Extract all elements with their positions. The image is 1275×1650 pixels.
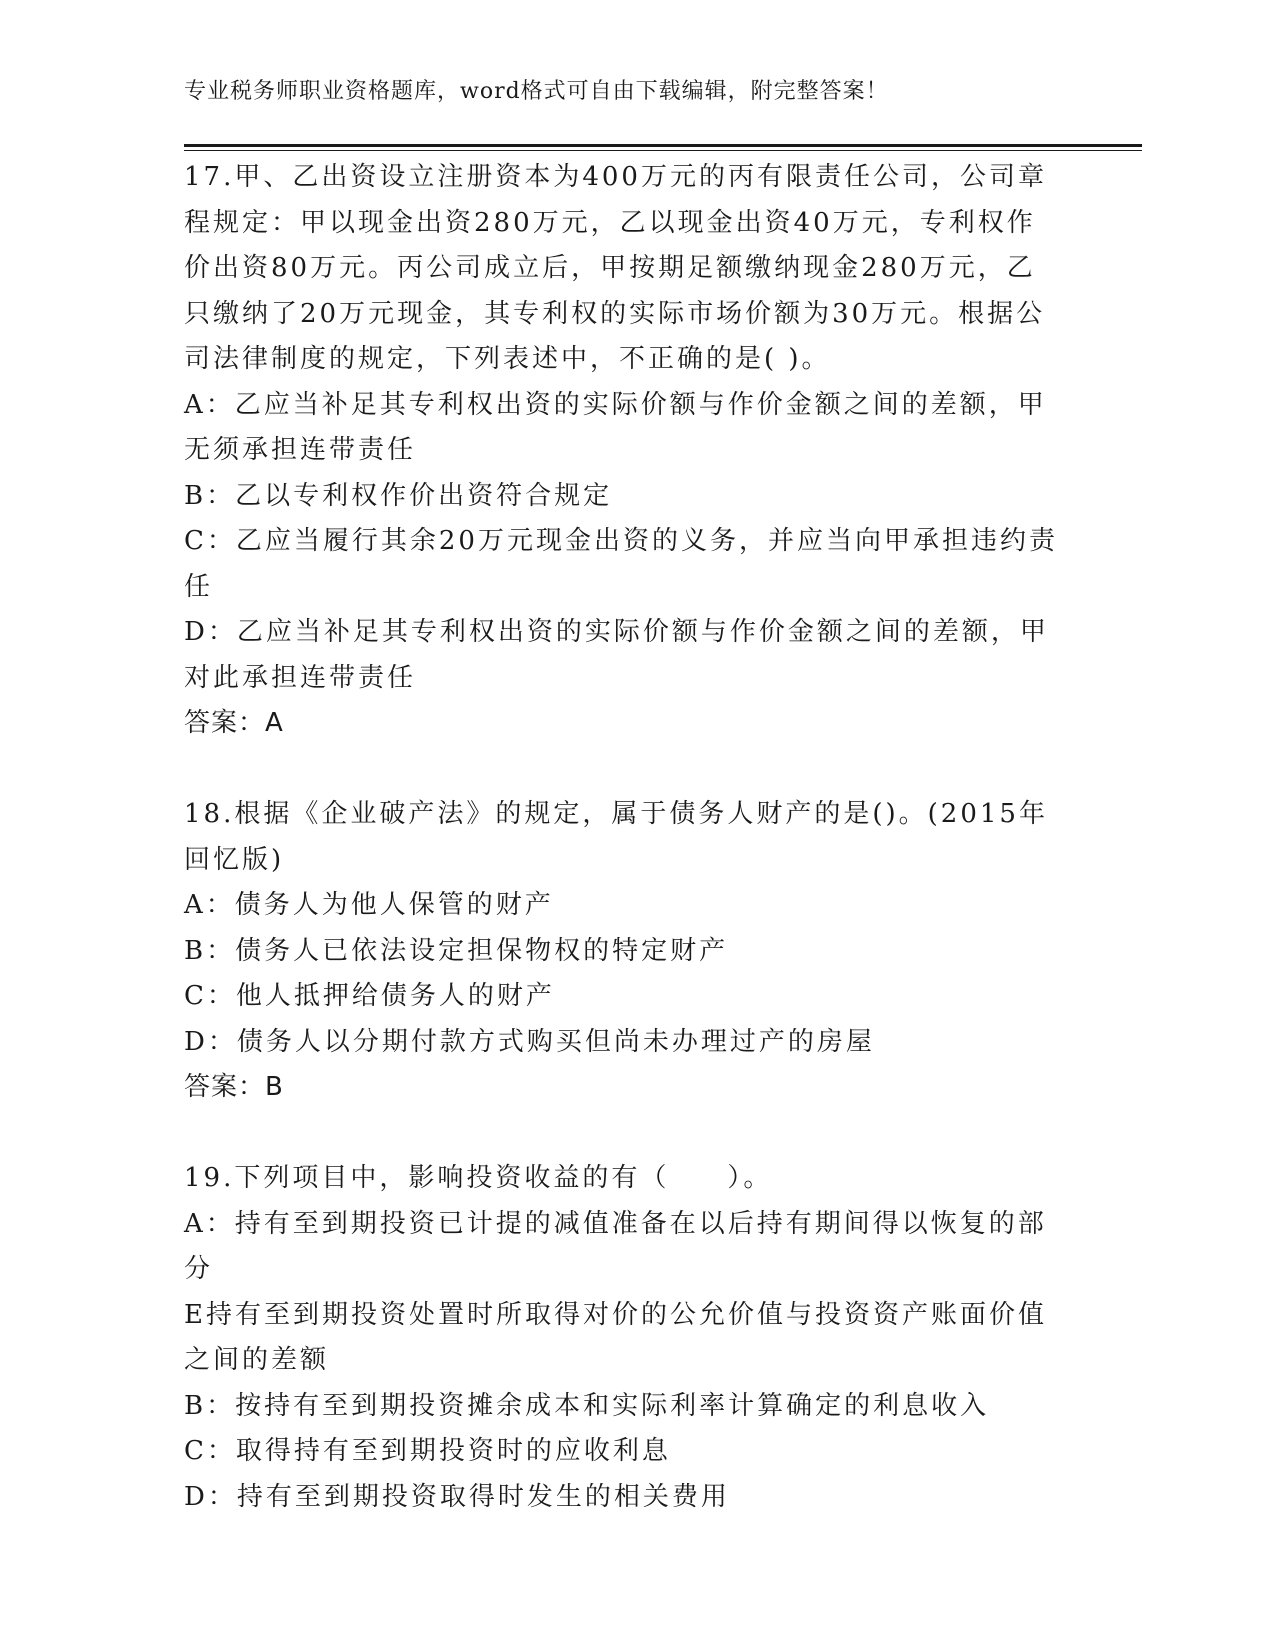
option-b: B：乙以专利权作价出资符合规定 [184,480,613,511]
option-d: D：债务人以分期付款方式购买但尚未办理过产的房屋 [184,1026,875,1057]
page-header: 专业税务师职业资格题库，word格式可自由下载编辑，附完整答案！ [184,79,889,104]
question-stem: 17.甲、乙出资设立注册资本为400万元的丙有限责任公司，公司章程规定：甲以现金出资280万元，乙以现金出资40万元，专利权作价出资80万元。丙公司成立后，甲按期足额缴纳现金280万元，乙只缴纳了20万元现金，其专利权的实际市场价额为30万元。根据公司法律制度的规定，下列表述中，不正确的是( )。 [184,162,1047,374]
question-17 [184,155,1064,747]
question-19 [184,1156,1064,1520]
option-e: E持有至到期投资处置时所取得对价的公允价值与投资资产账面价值之间的差额 [184,1299,1047,1375]
question-list [184,155,1064,1566]
option-a: A：债务人为他人保管的财产 [184,890,554,920]
answer-label: 答案：A [184,708,284,738]
option-c: C：乙应当履行其余20万元现金出资的义务，并应当向甲承担违约责任 [184,526,1058,602]
option-a: A：乙应当补足其专利权出资的实际价额与作价金额之间的差额，甲无须承担连带责任 [184,389,1047,465]
option-c: C：取得持有至到期投资时的应收利息 [184,1436,671,1466]
question-stem: 18.根据《企业破产法》的规定，属于债务人财产的是()。(2015年回忆版) [184,799,1048,875]
option-d: D：乙应当补足其专利权出资的实际价额与作价金额之间的差额，甲对此承担连带责任 [184,617,1049,693]
header-rule-thin [184,150,1142,151]
option-d: D：持有至到期投资取得时发生的相关费用 [184,1481,730,1512]
question-18 [184,792,1064,1111]
option-b: B：按持有至到期投资摊余成本和实际利率计算确定的利息收入 [184,1390,990,1421]
header-rule-thick [184,144,1142,147]
option-c: C：他人抵押给债务人的财产 [184,981,555,1011]
question-stem: 19.下列项目中，影响投资收益的有（ ）。 [184,1163,773,1193]
answer-label: 答案：B [184,1072,284,1102]
option-a: A：持有至到期投资已计提的减值准备在以后持有期间得以恢复的部分 [184,1208,1047,1284]
option-b: B：债务人已依法设定担保物权的特定财产 [184,935,729,966]
